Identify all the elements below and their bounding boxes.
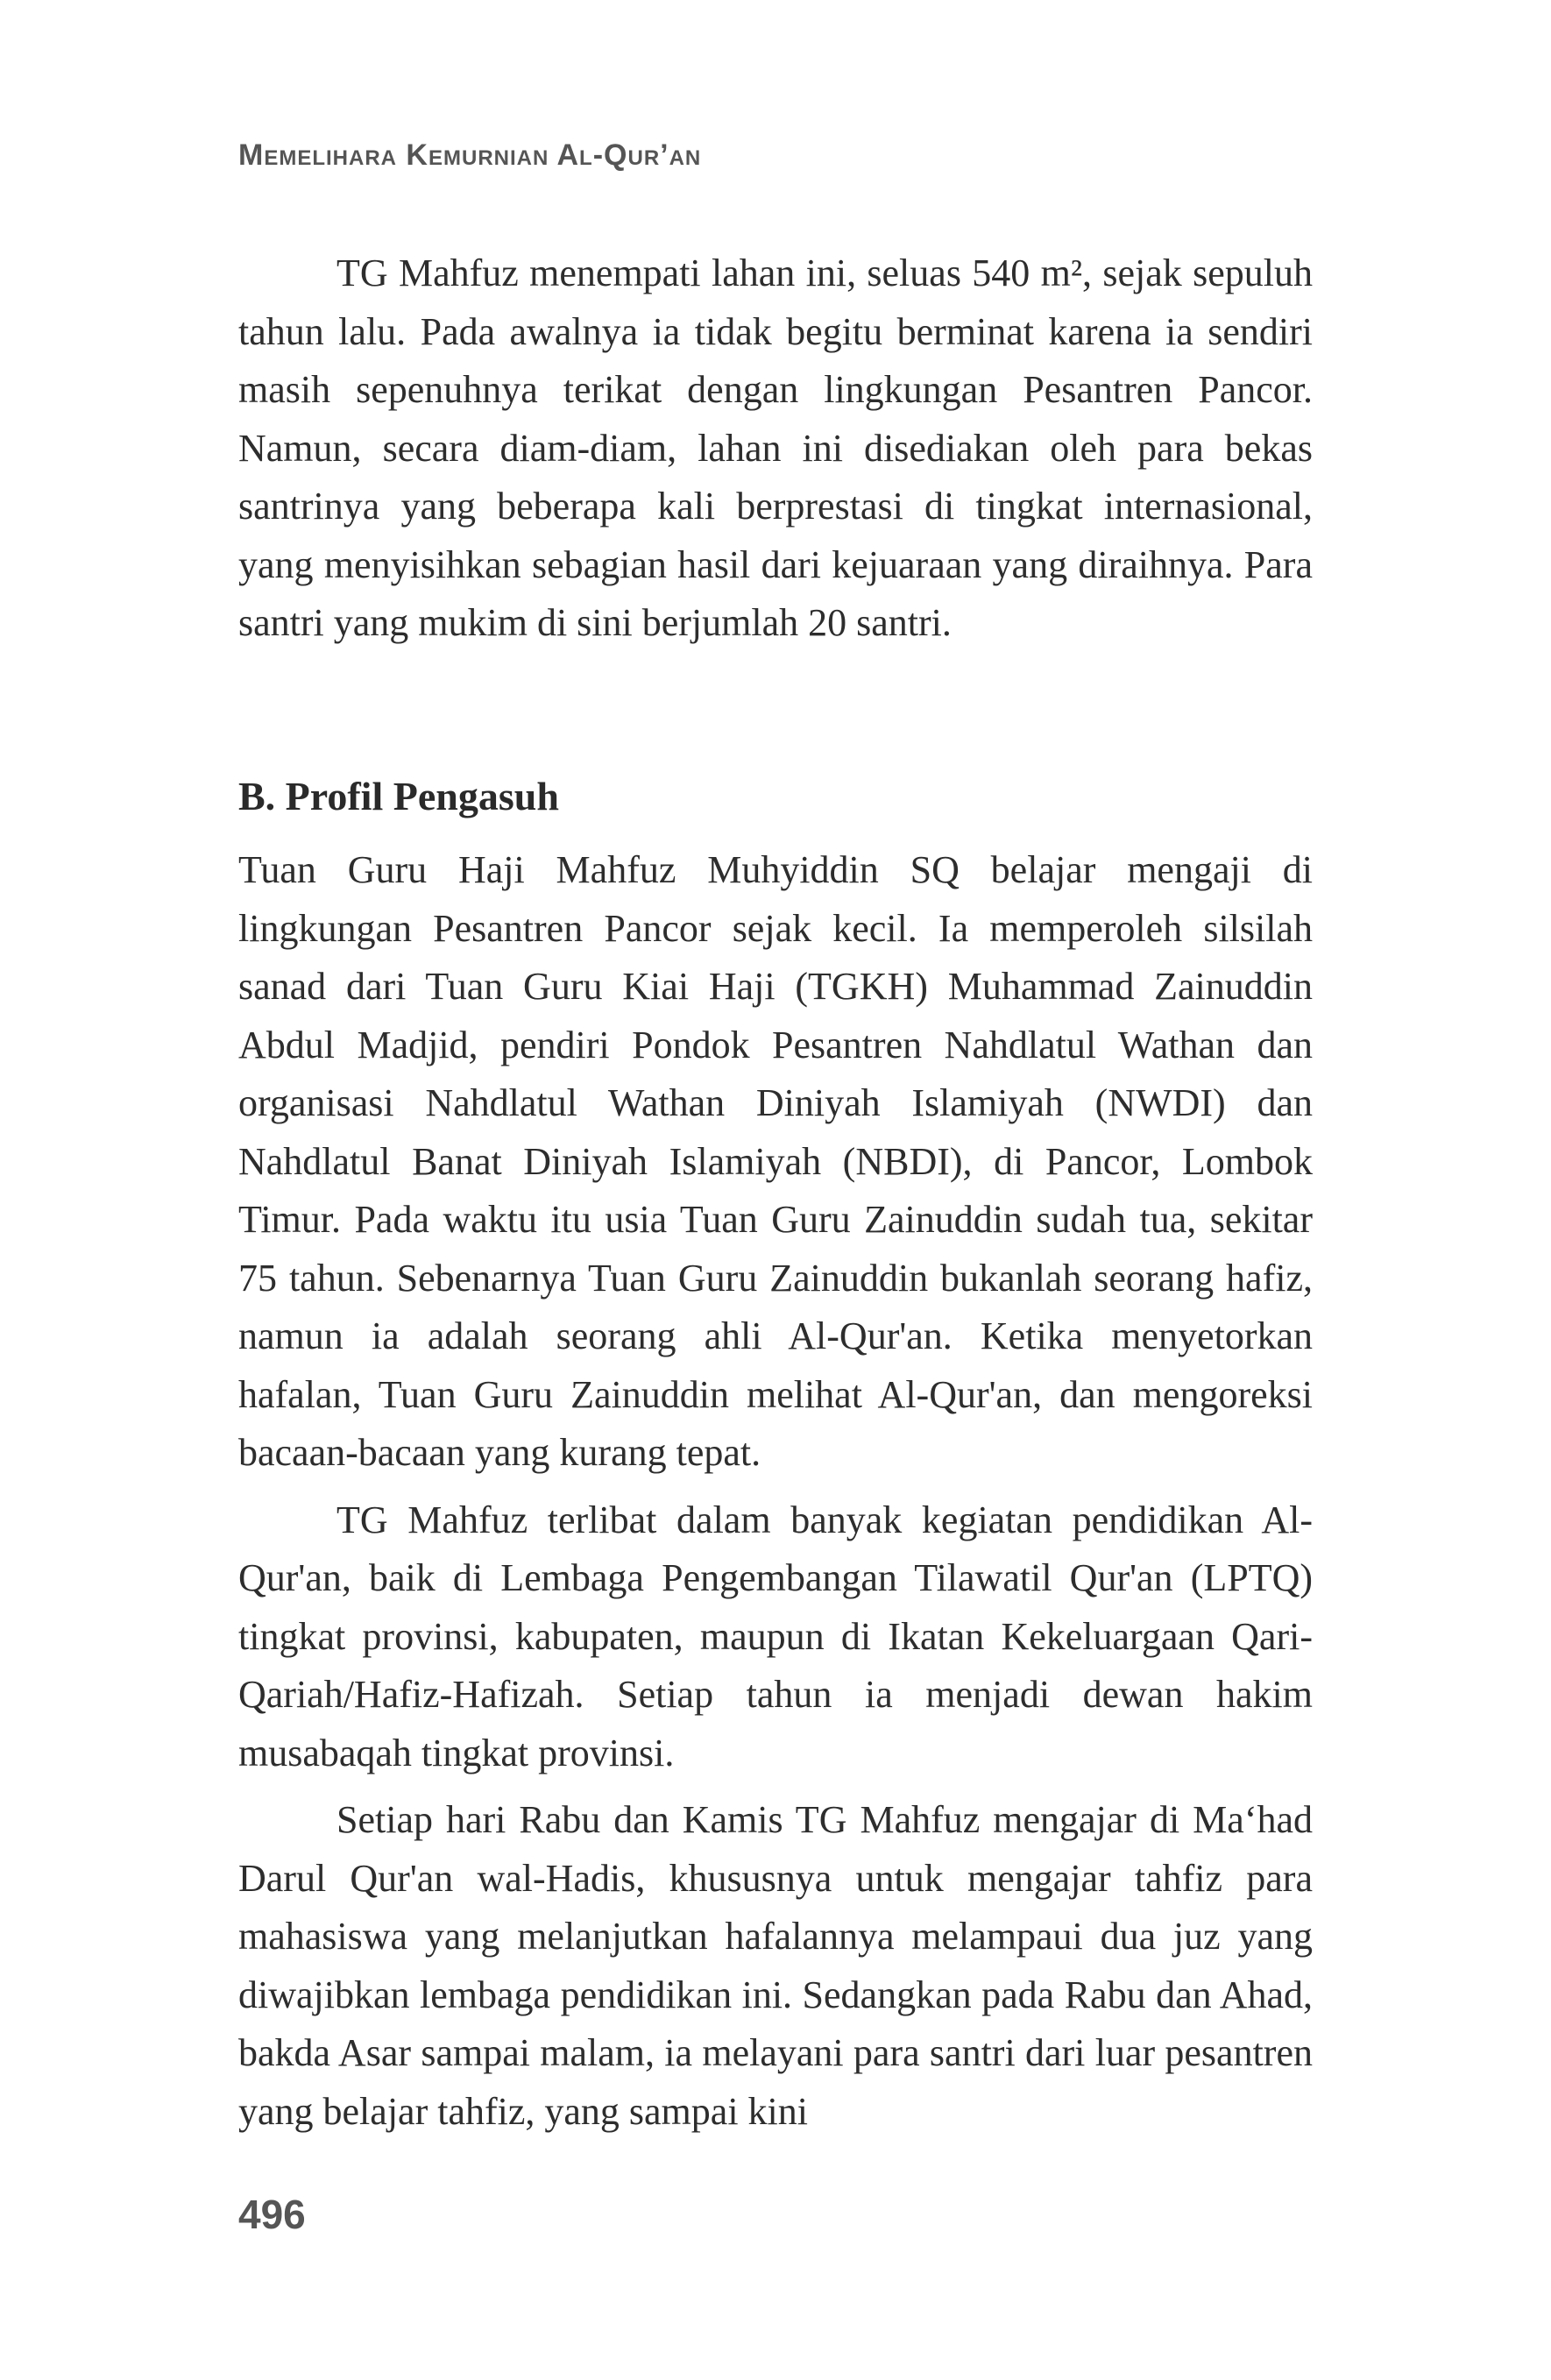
section-paragraph-2: TG Mahfuz terlibat dalam banyak kegiatan pendidikan Al-Qur'an, baik di Lembaga Pengembangan Tilawatil Qur'an (LPTQ) tingkat provinsi, kabupaten, maupun di Ikatan Kekeluargaan Qari-Qariah/Hafiz-Hafizah. Setiap tahun ia menjadi dewan hakim musabaqah tingkat provinsi. (238, 1498, 1313, 1774)
running-header: Memelihara Kemurnian Al-Qur’an (238, 138, 702, 172)
section-paragraph-3: Setiap hari Rabu dan Kamis TG Mahfuz mengajar di Ma‘had Darul Qur'an wal-Hadis, khususnya untuk mengajar tahfiz para mahasiswa yang melanjutkan hafalannya melampaui dua juz yang diwajibkan lembaga pendidikan ini. Sedangkan pada Rabu dan Ahad, bakda Asar sampai malam, ia melayani para santri dari luar pesantren yang belajar tahfiz, yang sampai kini (238, 1798, 1313, 2133)
intro-paragraph: TG Mahfuz menempati lahan ini, seluas 540 m², sejak sepuluh tahun lalu. Pada awalnya ia tidak begitu berminat karena ia sendiri masih sepenuhnya terikat dengan lingkungan Pesantren Pancor. Namun, secara diam-diam, lahan ini disediakan oleh para bekas santrinya yang beberapa kali berprestasi di tingkat internasional, yang menyisihkan sebagian hasil dari kejuaraan yang diraihnya. Para santri yang mukim di sini berjumlah 20 santri. (238, 251, 1313, 644)
page-number: 496 (238, 2192, 306, 2237)
section-heading: B. Profil Pengasuh (238, 774, 559, 818)
intro-text (238, 244, 1313, 653)
section-body (238, 841, 1313, 2141)
section-paragraph-1: Tuan Guru Haji Mahfuz Muhyiddin SQ belajar mengaji di lingkungan Pesantren Pancor sejak kecil. Ia memperoleh silsilah sanad dari Tuan Guru Kiai Haji (TGKH) Muhammad Zainuddin Abdul Madjid, pendiri Pondok Pesantren Nahdlatul Wathan dan organisasi Nahdlatul Wathan Diniyah Islamiyah (NWDI) dan Nahdlatul Banat Diniyah Islamiyah (NBDI), di Pancor, Lombok Timur. Pada waktu itu usia Tuan Guru Zainuddin sudah tua, sekitar 75 tahun. Sebenarnya Tuan Guru Zainuddin bukanlah seorang hafiz, namun ia adalah seorang ahli Al-Qur'an. Ketika menyetorkan hafalan, Tuan Guru Zainuddin melihat Al-Qur'an, dan mengoreksi bacaan-bacaan yang kurang tepat. (238, 848, 1313, 1474)
